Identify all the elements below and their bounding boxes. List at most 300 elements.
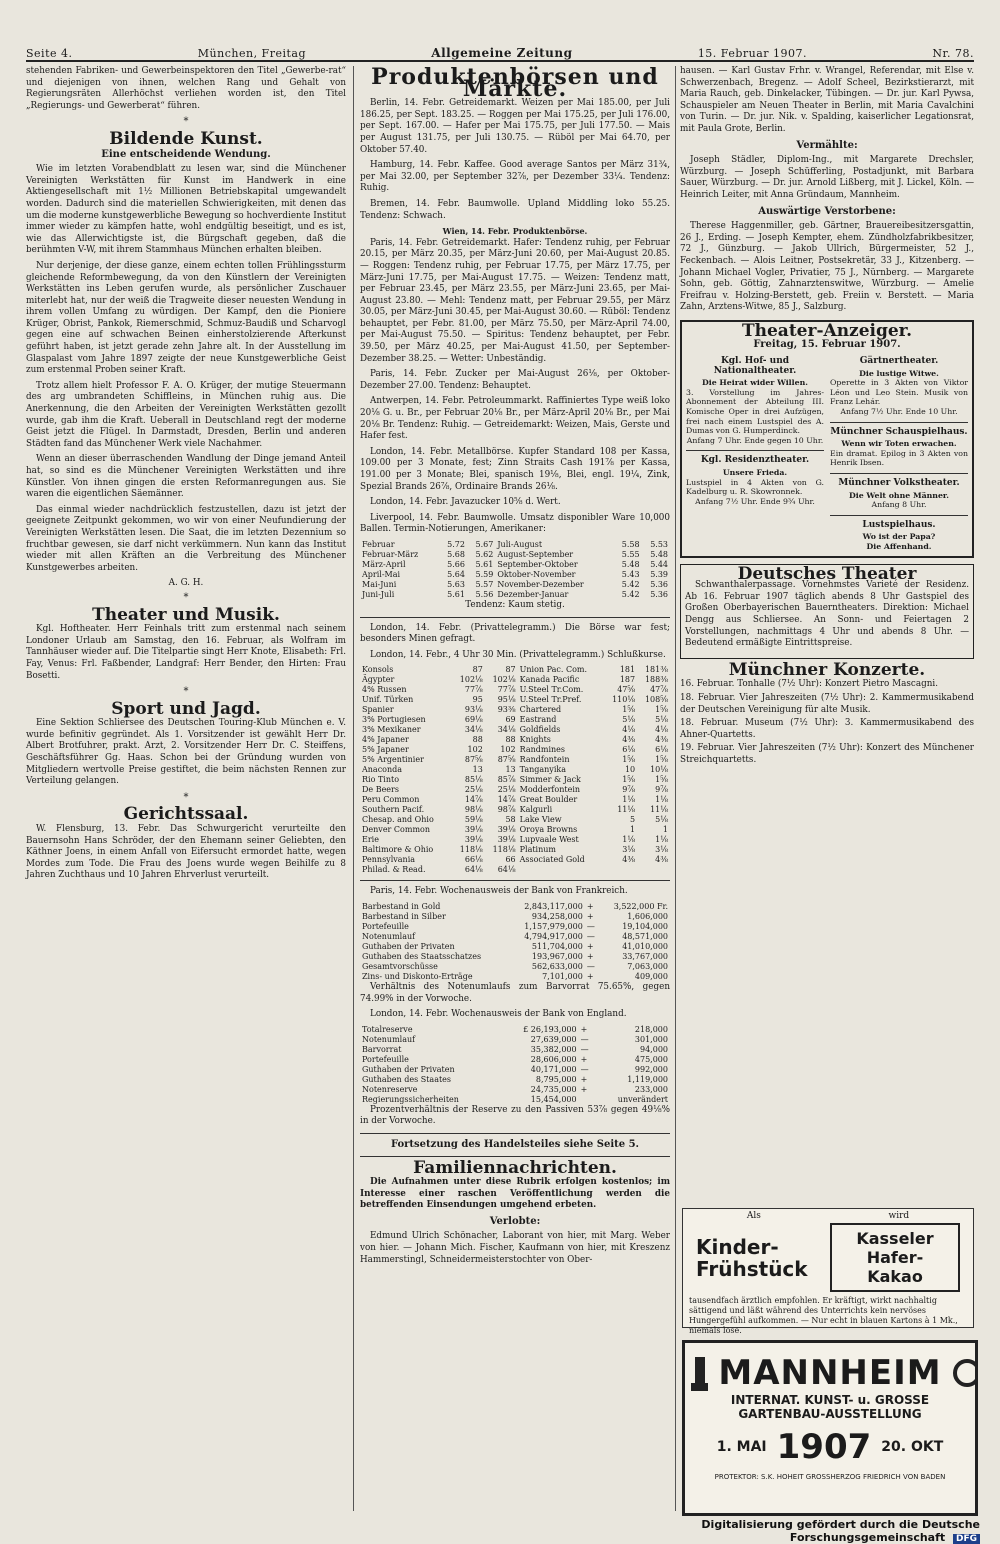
table-cell: 5 — [630, 815, 636, 825]
divider — [686, 450, 824, 451]
gericht-heading: Gerichtssaal. — [123, 804, 249, 825]
table-cell — [579, 1095, 596, 1105]
table-cell: Unif. Türken — [362, 695, 414, 705]
issue-date: 15. Februar 1907. — [697, 47, 808, 60]
table-cell: 6⅛ — [622, 745, 636, 755]
digitization-footer — [680, 1518, 980, 1544]
table-cell: 93⅜ — [497, 705, 516, 715]
family-heading: Familiennachrichten. — [413, 1157, 617, 1178]
table-cell: 14⅞ — [464, 795, 483, 805]
page-number: Seite 4. — [26, 47, 73, 60]
table-cell: 11⅛ — [617, 805, 636, 815]
table-cell: 188⅜ — [644, 675, 668, 685]
table-cell: Southern Pacif. — [362, 805, 425, 815]
deutsches-theater-text: Schwanthalerpassage. Vornehmstes Varieté der Residenz. Ab 16. Februar 1907 täglich abends 8 Uhr Gastspiel des Großen Oberbayerischen Bauerntheaters. Direktion: Michael Dengg aus Schliersee. An Sonn- und Feiertagen 2 Vorstellungen, nachmittags 4 Uhr und abends 8 Uhr. — Bedeutend ermäßigte Eintrittspreise. — [685, 580, 969, 649]
table-cell: 301,000 — [634, 1034, 668, 1044]
table-cell: 39⅛ — [464, 825, 483, 835]
divider — [360, 880, 670, 881]
table-cell: 1 — [662, 825, 668, 835]
table-cell: 4,794,917,000 — [524, 931, 583, 941]
table-cell: Portefeuille — [362, 921, 409, 931]
table-row — [360, 580, 670, 590]
table-cell: — — [580, 1034, 589, 1044]
table-row — [360, 1095, 670, 1105]
table-cell: 13 — [472, 765, 483, 775]
table-cell: 64⅛ — [464, 865, 483, 875]
table-cell: 64⅛ — [497, 865, 516, 875]
table-cell: 87 — [505, 665, 516, 675]
table-cell: 1⅝ — [622, 755, 636, 765]
page-header — [26, 38, 974, 62]
star-separator: * — [183, 791, 189, 803]
table-cell: 3% Portugiesen — [362, 715, 426, 725]
ad-als: Als — [746, 1211, 761, 1221]
table-cell: + — [586, 901, 594, 911]
family-intro: Die Aufnahmen unter diese Rubrik erfolgen kostenlos; im Interesse einer raschen Veröffentlichung werden die betreffenden Einsendungen umgehend erbeten. — [360, 1177, 670, 1211]
table-cell: 187 — [619, 675, 636, 685]
table-row — [360, 1085, 670, 1095]
divider — [360, 1133, 670, 1134]
table-cell: 5.68 — [447, 549, 465, 559]
konzerte-heading: Münchner Konzerte. — [728, 659, 926, 680]
table-cell: Totalreserve — [362, 1024, 413, 1034]
mann-year: 1907 — [776, 1427, 872, 1467]
table-cell: + — [580, 1084, 588, 1094]
table-cell: 5.66 — [447, 559, 465, 569]
table-cell: Portefeuille — [362, 1054, 409, 1064]
verstorbene-paragraph: Therese Haggenmiller, geb. Gärtner, Brauereibesitzersgattin, 26 J., Erding. — Joseph Kempter, ehem. Zündholzfabrikbesitzer, 72 J., Günzburg. — Jakob Ullrich, Bürgermeister, 52 J., Feckenbach. — Alois Leitner, Postsekretär, 33 J., Kitzenberg. — Johann Michael Vogler, Privatier, 75 J., Nürnberg. — Margarete Sohn, geb. Göttig, Zahnarztenswitwe, Würzburg. — Amelie Freifrau v. Holzing-Berstett, geb. Freiin v. Berstett. — Maria Zahn, Arztens-Witwe, 85 J., Salzburg. — [680, 221, 974, 313]
table-cell: 562,633,000 — [531, 961, 583, 971]
table-cell: 5.57 — [475, 579, 494, 589]
schauspiel-info: Ein dramat. Epilog in 3 Akten von Henrik Ibsen. — [830, 448, 968, 468]
table-cell: 39⅛ — [497, 835, 516, 845]
table-cell: 34⅛ — [497, 725, 516, 735]
table-cell: 4⅜ — [622, 735, 636, 745]
table-cell: 5.64 — [447, 569, 465, 579]
ad-kasseler: Kasseler Hafer-Kakao — [830, 1223, 960, 1292]
table-row — [360, 942, 670, 952]
table-cell: 4⅜ — [655, 735, 668, 745]
table-cell: 5% Argentinier — [362, 755, 424, 765]
table-cell: Oroya Browns — [519, 825, 578, 835]
table-cell: 1⅝ — [655, 755, 668, 765]
table-cell: 218,000 — [634, 1024, 668, 1034]
table-row — [360, 775, 670, 785]
table-cell: Dezember-Januar — [497, 589, 569, 599]
table-cell: Pennsylvania — [362, 855, 416, 865]
table-row — [360, 745, 670, 755]
intro-text: stehenden Fabriken- und Gewerbeinspektoren den Titel „Gewerbe-rat“ und diejenigen von ihnen, welchen Rang und Gehalt von Regierungsräten Allerhöchst verliehen worden ist, den Titel „Regierungs- und Gewerberat“ führen. — [26, 66, 346, 111]
table-cell: 4% Russen — [362, 685, 407, 695]
table-cell: 409,000 — [634, 971, 668, 981]
table-cell: 15,454,000 — [530, 1094, 577, 1104]
table-cell: Oktober-November — [497, 569, 576, 579]
table-cell: 88 — [472, 735, 483, 745]
table-cell: Februar — [362, 539, 395, 549]
table-cell: 88 — [505, 735, 516, 745]
table-row — [360, 590, 670, 600]
vermaehlte-heading: Vermählte: — [796, 139, 858, 151]
table-cell: 7,063,000 — [627, 961, 668, 971]
table-cell: 24,735,000 — [530, 1084, 577, 1094]
table-row — [360, 785, 670, 795]
table-cell: 5.62 — [475, 549, 494, 559]
table-cell: 5.48 — [650, 549, 668, 559]
table-cell: 3,522,000 Fr. — [613, 901, 668, 911]
bank-frankreich-table — [360, 902, 670, 982]
table-cell: Tanganyika — [519, 765, 566, 775]
table-cell: 1⅛ — [622, 795, 636, 805]
table-row — [360, 825, 670, 835]
table-cell: Erie — [362, 835, 379, 845]
schauspiel-title: Münchner Schauspielhaus. — [830, 426, 968, 437]
table-cell: 511,704,000 — [531, 941, 583, 951]
konzert-item: 18. Februar. Museum (7½ Uhr): 3. Kammermusikabend des Ahner-Quartetts. — [680, 718, 974, 740]
table-cell — [637, 865, 670, 875]
table-cell: 95⅛ — [497, 695, 516, 705]
family-paragraph: Edmund Ulrich Schönacher, Laborant von hier, mit Marg. Weber von hier. — Johann Mich. Fischer, Kaufmann von hier, mit Kreszenz Hammerstingl, Schneidermeisterstochter von Ober- — [360, 1231, 670, 1265]
table-cell: £ 26,193,000 — [523, 1024, 577, 1034]
table-cell: Great Boulder — [519, 795, 578, 805]
theater-left — [686, 355, 824, 552]
table-cell: 69 — [505, 715, 516, 725]
table-cell: 34⅛ — [464, 725, 483, 735]
mann-title-row — [685, 1353, 975, 1393]
residenz-play: Unsere Frieda. — [722, 468, 788, 477]
table-cell: 39⅛ — [464, 835, 483, 845]
table-row — [360, 685, 670, 695]
emblem-icon — [952, 1353, 975, 1393]
table-cell: 5⅛ — [622, 715, 636, 725]
kakao-advertisement — [682, 1208, 974, 1335]
table-cell: Eastrand — [519, 715, 557, 725]
dfg-logo: DFG — [953, 1534, 980, 1544]
table-cell: 5.48 — [621, 559, 640, 569]
kunst-paragraph: Trotz allem hielt Professor F. A. O. Krüger, der mutige Steuermann des arg umbrandeten Schiffleins, in München ruhig aus. Die Anerkennung, die den Arbeiten der Vereinigten Werkstätten gezollt wurde, gab ihm die Kraft. Ueberall in Deutschland regt der moderne Geist jetzt die Flügel. In Darmstadt, Dresden, Berlin und anderen Städten fand das Münchener Werk viele Nachahmer. — [26, 380, 346, 449]
table-cell: 40,171,000 — [530, 1064, 577, 1074]
table-cell: Chesap. and Ohio — [362, 815, 434, 825]
table-cell: Philad. & Read. — [362, 865, 426, 875]
table-cell: — — [580, 1064, 589, 1074]
table-cell: Guthaben der Privaten — [362, 941, 455, 951]
volks-title: Münchner Volkstheater. — [838, 478, 960, 488]
table-cell: 1⅝ — [622, 705, 636, 715]
table-cell: 5⅛ — [655, 815, 668, 825]
table-cell: 102⅛ — [492, 675, 516, 685]
table-cell: 4⅜ — [655, 855, 668, 865]
table-cell: Anaconda — [362, 765, 403, 775]
table-cell: Guthaben des Staatsschatzes — [362, 951, 482, 961]
table-cell: 5.55 — [621, 549, 640, 559]
table-cell: 25⅛ — [497, 785, 516, 795]
table-cell: 6⅛ — [655, 745, 668, 755]
ad-main-row — [683, 1221, 973, 1294]
table-cell: + — [580, 1074, 588, 1084]
table-cell: Denver Common — [362, 825, 430, 835]
table-cell: 5.59 — [475, 569, 494, 579]
table-cell: 193,967,000 — [531, 951, 583, 961]
table-row — [360, 705, 670, 715]
market-report: London, 14. Febr. (Privattelegramm.) Die Börse war fest; besonders Minen gefragt. — [360, 622, 670, 645]
theater-right — [830, 355, 968, 552]
family-continued: hausen. — Karl Gustav Frhr. v. Wrangel, Referendar, mit Else v. Schwerzenbach, Bregenz. — Adolf Scheel, Bezirkstierarzt, mit Maria Rauch, geb. Dinkelacker, Tübingen. — Dr. jur. Karl Pywsa, Schauspieler am Neuen Theater in Berlin, mit Maria Cavalchini von Turin. — Dr. jur. Nik. v. Spalding, kaiserlicher Legationsrat, mit Paula Grote, Berlin. — [680, 66, 974, 134]
table-cell: 5.39 — [650, 569, 668, 579]
gaertner-end: Anfang 7½ Uhr. Ende 10 Uhr. — [840, 407, 958, 417]
table-cell: 28,606,000 — [530, 1054, 577, 1064]
table-cell: 1⅛ — [622, 835, 636, 845]
divider — [360, 1156, 670, 1157]
table-cell: 5.72 — [447, 539, 465, 549]
table-row — [360, 902, 670, 912]
table-cell: 77⅞ — [464, 685, 483, 695]
market-report: Berlin, 14. Febr. Getreidemarkt. Weizen per Mai 185.00, per Juli 186.25, per Sept. 183.25. — Roggen per Mai 175.25, per Juli 176.00, per Sept. 167.00. — Hafer per Mai 175.75, per Juli 177.50. — Mais per August 131.75, per Juli 130.75. — Rüböl per Mai 64.70, per Oktober 57.40. — [360, 98, 670, 155]
table-cell: 5.44 — [650, 559, 668, 569]
table-row — [360, 922, 670, 932]
table-cell: Notenreserve — [362, 1084, 418, 1094]
bank-frankreich-title: Paris, 14. Febr. Wochenausweis der Bank von Frankreich. — [370, 886, 628, 897]
table-cell: 47⅞ — [650, 685, 668, 695]
table-row — [360, 795, 670, 805]
table-cell: Peru Common — [362, 795, 420, 805]
table-row — [360, 805, 670, 815]
column-middle — [360, 66, 670, 1270]
table-cell: 5.43 — [621, 569, 640, 579]
mann-title: MANNHEIM — [718, 1353, 942, 1393]
market-report: Paris, 14. Febr. Zucker per Mai-August 26⅛, per Oktober-Dezember 27.00. Tendenz: Behauptet. — [360, 369, 670, 391]
mann-date-row — [685, 1427, 975, 1467]
table-cell: Spanier — [362, 705, 394, 715]
table-cell: 5.42 — [621, 589, 640, 599]
konzert-item: 16. Februar. Tonhalle (7½ Uhr): Konzert Pietro Mascagni. — [680, 679, 938, 690]
table-cell: 475,000 — [634, 1054, 668, 1064]
table-cell: 87⅝ — [497, 755, 516, 765]
market-report: Paris, 14. Febr. Getreidemarkt. Hafer: Tendenz ruhig, per Februar 20.15, per März 20.35, per März-Juni 20.60, per Mai-August 20.85. — Roggen: Tendenz ruhig, per Februar 17.75, per März 17.75, per März-Juni 17.75, per Mai-August 17.75. — Weizen: Tendenz matt, per Februar 23.45, per März 23.55, per März-Juni 23.65, per Mai-August 23.80. — Mehl: Tendenz matt, per Februar 29.55, per März 30.05, per März-Juni 30.45, per Mai-August 30.60. — Rüböl: Tendenz behauptet, per Febr. 81.00, per März 75.50, per März-April 74.00, per Mai-August 75.50. — Spiritus: Tendenz behauptet, per Febr. 39.50, per März 40.25, per Mai-August 41.50, per September-Dezember 38.25. — Wetter: Unbeständig. — [360, 237, 670, 364]
residenz-end: Anfang 7½ Uhr. Ende 9¾ Uhr. — [695, 496, 815, 506]
table-cell: — — [586, 921, 595, 931]
table-cell: 102 — [500, 745, 516, 755]
table-cell: De Beers — [362, 785, 399, 795]
table-cell: 25⅛ — [464, 785, 483, 795]
table-cell: Goldfields — [519, 725, 561, 735]
table-cell: Modderfontein — [519, 785, 581, 795]
table-cell: Barbestand in Gold — [362, 901, 441, 911]
table-cell: 33,767,000 — [622, 951, 668, 961]
table-cell: 5⅛ — [655, 715, 668, 725]
fortsetzung-note: Fortsetzung des Handelsteiles siehe Seite 5. — [390, 1138, 640, 1150]
divider — [360, 617, 670, 618]
table-cell: 1⅝ — [655, 705, 668, 715]
table-cell: Knights — [519, 735, 551, 745]
theater-paragraph: Kgl. Hoftheater. Herr Feinhals tritt zum erstenmal nach seinem Londoner Urlaub am Samstag, den 16. Februar, als Wolfram im Tannhäuser wieder auf. Die Titelpartie singt Herr Knote, Elisabeth: Frl. Fay, Venus: Frl. Faßbender, Landgraf: Herr Bender, den Hirten: Frau Bosetti. — [26, 624, 346, 681]
table-cell: Mai-Juni — [362, 579, 397, 589]
table-cell: 98⅞ — [497, 805, 516, 815]
table-cell: April-Mai — [362, 569, 401, 579]
deutsches-theater-title: Deutsches Theater — [737, 563, 917, 584]
table-cell: Lake View — [519, 815, 562, 825]
sport-paragraph: Eine Sektion Schliersee des Deutschen Touring-Klub München e. V. wurde befinitiv gegründet. Als 1. Vorsitzender ist gewählt Herr Dr. Albert Brotfuhrer, prakt. Arzt, 2. Vorsitzender Herr Dr. C. Steiffens, Geschäftsführer Gg. Haas. Schon bei der Gründung wurden von Mitgliedern wertvolle Preise gestiftet, die beim nächsten Rennen zur Verteilung gelangen. — [26, 718, 346, 787]
residenz-info: Lustspiel in 4 Akten von G. Kadelburg u. R. Skowronnek. — [686, 477, 824, 497]
column-rule — [353, 66, 354, 1511]
table-cell: 48,571,000 — [622, 931, 668, 941]
schauspiel-play: Wenn wir Toten erwachen. — [841, 439, 957, 449]
table-cell: 1⅛ — [655, 795, 668, 805]
theater-anzeiger-date: Freitag, 15. Februar 1907. — [753, 339, 901, 351]
table-cell: Zins- und Diskonto-Erträge — [362, 971, 473, 981]
table-cell: 110⅛ — [612, 695, 636, 705]
table-cell: 4⅛ — [622, 725, 636, 735]
table-row — [360, 855, 670, 865]
mann-to: 20. OKT — [881, 1439, 944, 1455]
mann-patron: PROTEKTOR: S.K. HOHEIT GROSSHERZOG FRIEDRICH VON BADEN — [714, 1473, 946, 1481]
table-cell: 13 — [505, 765, 516, 775]
table-cell: 39⅛ — [497, 825, 516, 835]
tower-icon — [685, 1353, 708, 1393]
gaertner-play: Die lustige Witwe. — [859, 368, 939, 378]
table-cell: Juni-Juli — [362, 589, 395, 599]
table-row — [360, 695, 670, 705]
table-cell: + — [580, 1024, 588, 1034]
table-cell: Barvorrat — [362, 1044, 402, 1054]
divider — [830, 473, 968, 474]
gaertner-info: Operette in 3 Akten von Viktor Léon und Leo Stein. Musik von Franz Lehár. — [830, 378, 968, 407]
kunst-subheading: Eine entscheidende Wendung. — [101, 148, 271, 160]
market-report: Hamburg, 14. Febr. Kaffee. Good average Santos per März 31¾, per Mai 32.00, per September 32⅞, per Dezember 33¼. Tendenz: Ruhig. — [360, 160, 670, 194]
market-report: Antwerpen, 14. Febr. Petroleummarkt. Raffiniertes Type weiß loko 20⅛ G. u. Br., per Februar 20⅛ Br., per März-April 20⅛ Br., per Mai 20⅛ Br. Tendenz: Ruhig. — Getreidemarkt: Weizen, Mais, Gerste und Hafer fest. — [360, 396, 670, 442]
table-row — [360, 560, 670, 570]
deutsches-theater-box — [680, 564, 974, 659]
table-cell: 10⅛ — [650, 765, 668, 775]
table-row — [360, 962, 670, 972]
bank-england-note: Prozentverhältnis der Reserve zu den Passiven 53⅞ gegen 49⅛% in der Vorwoche. — [360, 1104, 670, 1127]
table-cell: Juli-August — [497, 539, 543, 549]
table-cell: Guthaben der Privaten — [362, 1064, 455, 1074]
theater-heading: Theater und Musik. — [92, 604, 280, 625]
table-row — [360, 665, 670, 675]
kunst-paragraph: Nur derjenige, der diese ganze, einem echten tollen Frühlingssturm gleichende Reformbewegung, da von den Künstlern der Vereinigten Werkstätten ins Leben gerufen wurde, als persönlicher Zuschauer miterlebt hat, nur der weiß die Tragweite dieser neuesten Wendung in ihrem vollen Umfang zu würdigen. Der Kampf, den die Pioniere Krüger, Obrist, Pankok, Riemerschmid, Schmuz-Baudiß und Scharvogl gegen eine auf schwachen Beinen einherstolzierende Afterkunst geführt haben, ist jetzt gerade zehn Jahre alt. In der Ausstellung im Glaspalast vom Jahre 1897 zeigte der neue Kunstgewerbliche Geist zum erstenmal Proben seiner Kraft. — [26, 260, 346, 376]
table-cell: Regierungssicherheiten — [362, 1094, 459, 1104]
table-cell: 87 — [472, 665, 483, 675]
table-cell: Randfontein — [519, 755, 570, 765]
table-row — [360, 815, 670, 825]
table-row — [360, 835, 670, 845]
table-cell: 118⅛ — [492, 845, 516, 855]
table-cell: 1⅛ — [655, 835, 668, 845]
table-cell: — — [586, 961, 595, 971]
table-cell: 4⅜ — [622, 855, 636, 865]
column-left — [26, 66, 346, 886]
table-cell: 85⅛ — [464, 775, 483, 785]
table-cell: Baltimore & Ohio — [362, 845, 434, 855]
table-cell: 3⅛ — [622, 845, 636, 855]
table-cell: 35,382,000 — [530, 1044, 577, 1054]
volks-play: Die Welt ohne Männer. — [848, 490, 950, 500]
market-report: Bremen, 14. Febr. Baumwolle. Upland Middling loko 55.25. Tendenz: Schwach. — [360, 198, 670, 221]
table-cell: 69⅛ — [464, 715, 483, 725]
konzert-item: 19. Februar. Vier Jahreszeiten (7½ Uhr): Konzert des Münchener Streichquartetts. — [680, 743, 974, 765]
table-row — [360, 1065, 670, 1075]
table-cell: Gesamtvorschüsse — [362, 961, 438, 971]
table-row — [360, 725, 670, 735]
table-cell: Associated Gold — [519, 855, 585, 865]
table-row — [360, 1055, 670, 1065]
table-cell: Chartered — [519, 705, 562, 715]
table-cell: 5.53 — [650, 539, 668, 549]
divider — [830, 422, 968, 423]
table-cell: Lupvaale West — [519, 835, 579, 845]
divider — [830, 515, 968, 516]
table-cell: Notenumlauf — [362, 1034, 416, 1044]
market-report: London, 14. Febr. Javazucker 10⅝ d. Wert. — [370, 497, 561, 508]
table-cell: 66 — [505, 855, 516, 865]
table-cell: 1,606,000 — [627, 911, 668, 921]
table-cell: 5.36 — [650, 579, 668, 589]
table-cell: Randmines — [519, 745, 566, 755]
table-cell: Platinum — [519, 845, 556, 855]
star-separator: * — [183, 686, 189, 698]
table-cell: März-April — [362, 559, 406, 569]
table-cell: 11⅛ — [650, 805, 668, 815]
table-cell: 27,639,000 — [530, 1034, 577, 1044]
table-cell: 5.42 — [621, 579, 640, 589]
kurs-table — [360, 665, 670, 875]
table-row — [360, 765, 670, 775]
table-cell: 3% Mexikaner — [362, 725, 421, 735]
table-cell: 181⅜ — [644, 665, 668, 675]
table-cell: + — [580, 1054, 588, 1064]
table-cell: — — [580, 1044, 589, 1054]
hof-title: Kgl. Hof- und Nationaltheater. — [713, 356, 797, 376]
markets-heading: Produktenbörsen und Märkte. — [371, 64, 659, 102]
table-cell: 108⅝ — [644, 695, 668, 705]
table-row — [360, 952, 670, 962]
table-row — [360, 715, 670, 725]
table-cell: + — [586, 911, 594, 921]
table-cell: 992,000 — [634, 1064, 668, 1074]
table-cell: Union Pac. Com. — [519, 665, 588, 675]
table-cell: 5% Japaner — [362, 745, 409, 755]
table-cell: 66⅛ — [464, 855, 483, 865]
table-cell: 102⅛ — [459, 675, 483, 685]
table-row — [360, 932, 670, 942]
table-row — [360, 540, 670, 550]
kunst-heading: Bildende Kunst. — [109, 128, 263, 149]
theater-anzeiger-title: Theater-Anzeiger. — [741, 320, 913, 341]
table-cell: 5.61 — [475, 559, 494, 569]
table-cell: 1⅝ — [622, 775, 636, 785]
table-cell: 8,795,000 — [535, 1074, 577, 1084]
table-cell: Guthaben des Staates — [362, 1074, 452, 1084]
hof-end: Anfang 7 Uhr. Ende gegen 10 Uhr. — [686, 435, 824, 445]
table-cell: 9⅞ — [622, 785, 636, 795]
issue-number: Nr. 78. — [932, 47, 974, 60]
kunst-signature: A. G. H. — [168, 578, 204, 589]
table-cell: — — [586, 931, 595, 941]
lust-play: Wo ist der Papa? — [862, 532, 936, 542]
market-report: London, 14. Febr. Metallbörse. Kupfer Standard 108 per Kassa, 109.00 per 3 Monate, fest; Zinn Straits Cash 191⅞ per Kassa, 191.00 per 3 Monate; Blei, spanisch 19⅛, Blei, engl. 19¼, Zink, Spezial Brands 26⅞, Ordinaire Brands 26⅛. — [360, 446, 670, 492]
theater-anzeiger — [680, 320, 974, 558]
table-cell — [604, 865, 637, 875]
table-cell: 9⅞ — [655, 785, 668, 795]
table-row — [360, 865, 670, 875]
bank-frankreich-note: Verhältnis des Notenumlaufs zum Barvorrat 75.65%, gegen 74.99% in der Vorwoche. — [360, 981, 670, 1004]
table-cell: Simmer & Jack — [519, 775, 581, 785]
table-cell: + — [586, 941, 594, 951]
table-cell: Kalgurli — [519, 805, 553, 815]
footer-text: Digitalisierung gefördert durch die Deutsche Forschungsgemeinschaft — [701, 1518, 980, 1544]
table-cell: 934,258,000 — [531, 911, 583, 921]
verstorbene-heading: Auswärtige Verstorbene: — [758, 205, 896, 217]
star-separator: * — [183, 591, 189, 603]
